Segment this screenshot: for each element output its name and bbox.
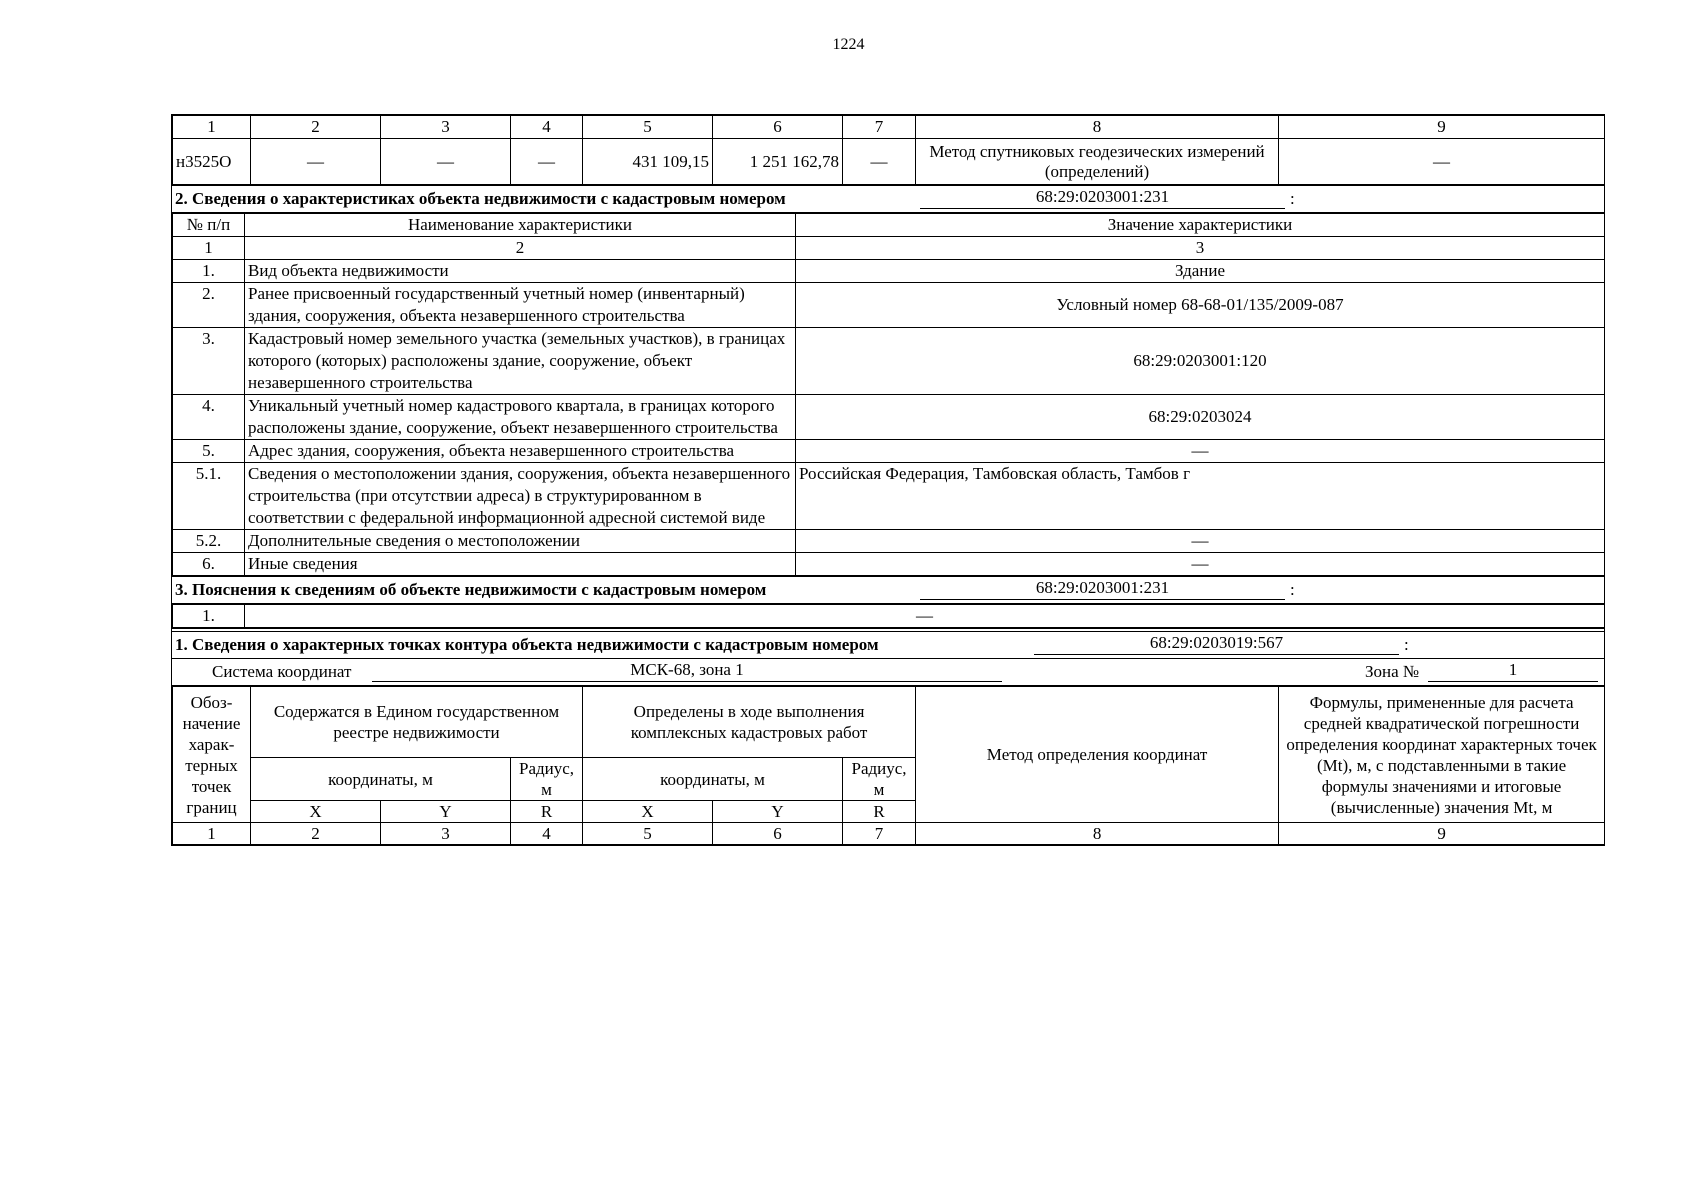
row-name: Ранее присвоенный государственный учетный номер (инвентарный) здания, сооружения, объекта незавершенного строительства — [245, 283, 796, 328]
row-number: 5. — [173, 440, 245, 463]
col-num: 4 — [511, 823, 583, 845]
header-egrn-r: R — [511, 801, 583, 823]
section-3-colon: : — [1290, 580, 1295, 599]
col-num: 3 — [381, 823, 511, 845]
characteristics-table — [172, 213, 1605, 576]
column-numbers-row — [173, 823, 1605, 845]
section-3-cadastral-number: 68:29:0203001:231 — [920, 577, 1285, 600]
coord-system-value: МСК-68, зона 1 — [372, 659, 1002, 682]
points-table-continuation — [172, 115, 1605, 185]
header-method: Метод определения координат — [916, 687, 1279, 823]
header-kkr-r: R — [843, 801, 916, 823]
col-num: 5 — [583, 116, 713, 139]
header-kkr-radius: Радиус, м — [843, 758, 916, 801]
column-numbers-row — [173, 116, 1605, 139]
row-name: Сведения о местоположении здания, сооружения, объекта незавершенного строительства (при отсутствии адреса) в структурированном в соответствии с федеральной информационной адресной системой виде — [245, 463, 796, 530]
col-num: 9 — [1279, 116, 1605, 139]
row-value: — — [796, 440, 1605, 463]
section-2-cadastral-number: 68:29:0203001:231 — [920, 186, 1285, 209]
header-value: Значение характеристики — [796, 214, 1605, 237]
header-name: Наименование характеристики — [245, 214, 796, 237]
row-name: Кадастровый номер земельного участка (земельных участков), в границах которого (которых) расположены здание, сооружение, объект незавершенного строительства — [245, 328, 796, 395]
col-num: 1 — [173, 823, 251, 845]
col-num: 8 — [916, 823, 1279, 845]
header-row-1 — [173, 687, 1605, 758]
row-value: — — [796, 553, 1605, 576]
table-row — [173, 260, 1605, 283]
section-1-title: 1. Сведения о характерных точках контура объекта недвижимости с кадастровым номером — [175, 635, 879, 654]
row-number: 1. — [173, 260, 245, 283]
coordinate-system-line — [172, 659, 1604, 686]
coord-system-label: Система координат — [212, 662, 352, 681]
col-num: 9 — [1279, 823, 1605, 845]
kkr-x: 431 109,15 — [583, 139, 713, 185]
col-num: 6 — [713, 116, 843, 139]
egrn-x: — — [251, 139, 381, 185]
header-kkr: Определены в ходе выполнения комплексных кадастровых работ — [583, 687, 916, 758]
points-table-header — [172, 686, 1605, 845]
table-row — [173, 530, 1605, 553]
characteristics-header-row — [173, 214, 1605, 237]
header-egrn-coords: координаты, м — [251, 758, 511, 801]
row-number: 4. — [173, 395, 245, 440]
section-2-colon: : — [1290, 189, 1295, 208]
header-egrn-y: Y — [381, 801, 511, 823]
row-name: Иные сведения — [245, 553, 796, 576]
row-number: 5.2. — [173, 530, 245, 553]
row-value: Условный номер 68-68-01/135/2009-087 — [796, 283, 1605, 328]
row-number: 1. — [173, 605, 245, 628]
egrn-y: — — [381, 139, 511, 185]
cadastral-sheet — [171, 114, 1605, 846]
table-row — [173, 605, 1605, 628]
col-num: 1 — [173, 116, 251, 139]
row-value: 68:29:0203024 — [796, 395, 1605, 440]
row-name: Адрес здания, сооружения, объекта незавершенного строительства — [245, 440, 796, 463]
section-1-heading — [172, 628, 1604, 659]
table-row — [173, 395, 1605, 440]
row-value: — — [796, 530, 1605, 553]
row-number: 6. — [173, 553, 245, 576]
section-1-colon: : — [1404, 635, 1409, 654]
section-3-heading — [172, 576, 1604, 604]
col-num: 5 — [583, 823, 713, 845]
point-row — [173, 139, 1605, 185]
row-name: Уникальный учетный номер кадастрового квартала, в границах которого расположены здание, сооружение, объект незавершенного строительства — [245, 395, 796, 440]
col-num: 7 — [843, 823, 916, 845]
col-num: 1 — [173, 237, 245, 260]
header-designation: Обоз-начение харак-терных точек границ — [173, 687, 251, 823]
page-number: 1224 — [832, 36, 865, 53]
kkr-r: — — [843, 139, 916, 185]
row-name: Дополнительные сведения о местоположении — [245, 530, 796, 553]
col-num: 7 — [843, 116, 916, 139]
row-number: 5.1. — [173, 463, 245, 530]
formulas: — — [1279, 139, 1605, 185]
table-row — [173, 440, 1605, 463]
header-formulas: Формулы, примененные для расчета средней квадратической погрешности определения координат характерных точек (Mt), м, с подставленными в такие формулы значениями и итоговые (вычисленные) значения Mt, м — [1279, 687, 1605, 823]
table-row — [173, 553, 1605, 576]
header-kkr-coords: координаты, м — [583, 758, 843, 801]
zone-label: Зона № — [1365, 662, 1420, 681]
col-num: 2 — [245, 237, 796, 260]
col-num: 3 — [381, 116, 511, 139]
row-number: 2. — [173, 283, 245, 328]
point-designation: н3525О — [173, 139, 251, 185]
characteristics-numbering-row — [173, 237, 1605, 260]
table-row — [173, 328, 1605, 395]
col-num: 2 — [251, 823, 381, 845]
col-num: 2 — [251, 116, 381, 139]
section-3-title: 3. Пояснения к сведениям об объекте недвижимости с кадастровым номером — [175, 580, 767, 599]
method: Метод спутниковых геодезических измерений (определений) — [916, 139, 1279, 185]
header-egrn: Содержатся в Едином государственном реестре недвижимости — [251, 687, 583, 758]
row-value: Российская Федерация, Тамбовская область, Тамбов г — [796, 463, 1605, 530]
section-2-heading — [172, 185, 1604, 213]
table-row — [173, 283, 1605, 328]
egrn-r: — — [511, 139, 583, 185]
col-num: 6 — [713, 823, 843, 845]
zone-value: 1 — [1428, 659, 1598, 682]
row-value: Здание — [796, 260, 1605, 283]
col-num: 4 — [511, 116, 583, 139]
kkr-y: 1 251 162,78 — [713, 139, 843, 185]
row-name: Вид объекта недвижимости — [245, 260, 796, 283]
row-value: 68:29:0203001:120 — [796, 328, 1605, 395]
col-num: 3 — [796, 237, 1605, 260]
section-1-cadastral-number: 68:29:0203019:567 — [1034, 632, 1399, 655]
header-egrn-radius: Радиус, м — [511, 758, 583, 801]
header-kkr-y: Y — [713, 801, 843, 823]
row-value: — — [245, 605, 1605, 628]
section-2-title: 2. Сведения о характеристиках объекта недвижимости с кадастровым номером — [175, 189, 786, 208]
header-kkr-x: X — [583, 801, 713, 823]
table-row — [173, 463, 1605, 530]
header-egrn-x: X — [251, 801, 381, 823]
explanations-table — [172, 604, 1605, 628]
row-number: 3. — [173, 328, 245, 395]
col-num: 8 — [916, 116, 1279, 139]
header-number: № п/п — [173, 214, 245, 237]
